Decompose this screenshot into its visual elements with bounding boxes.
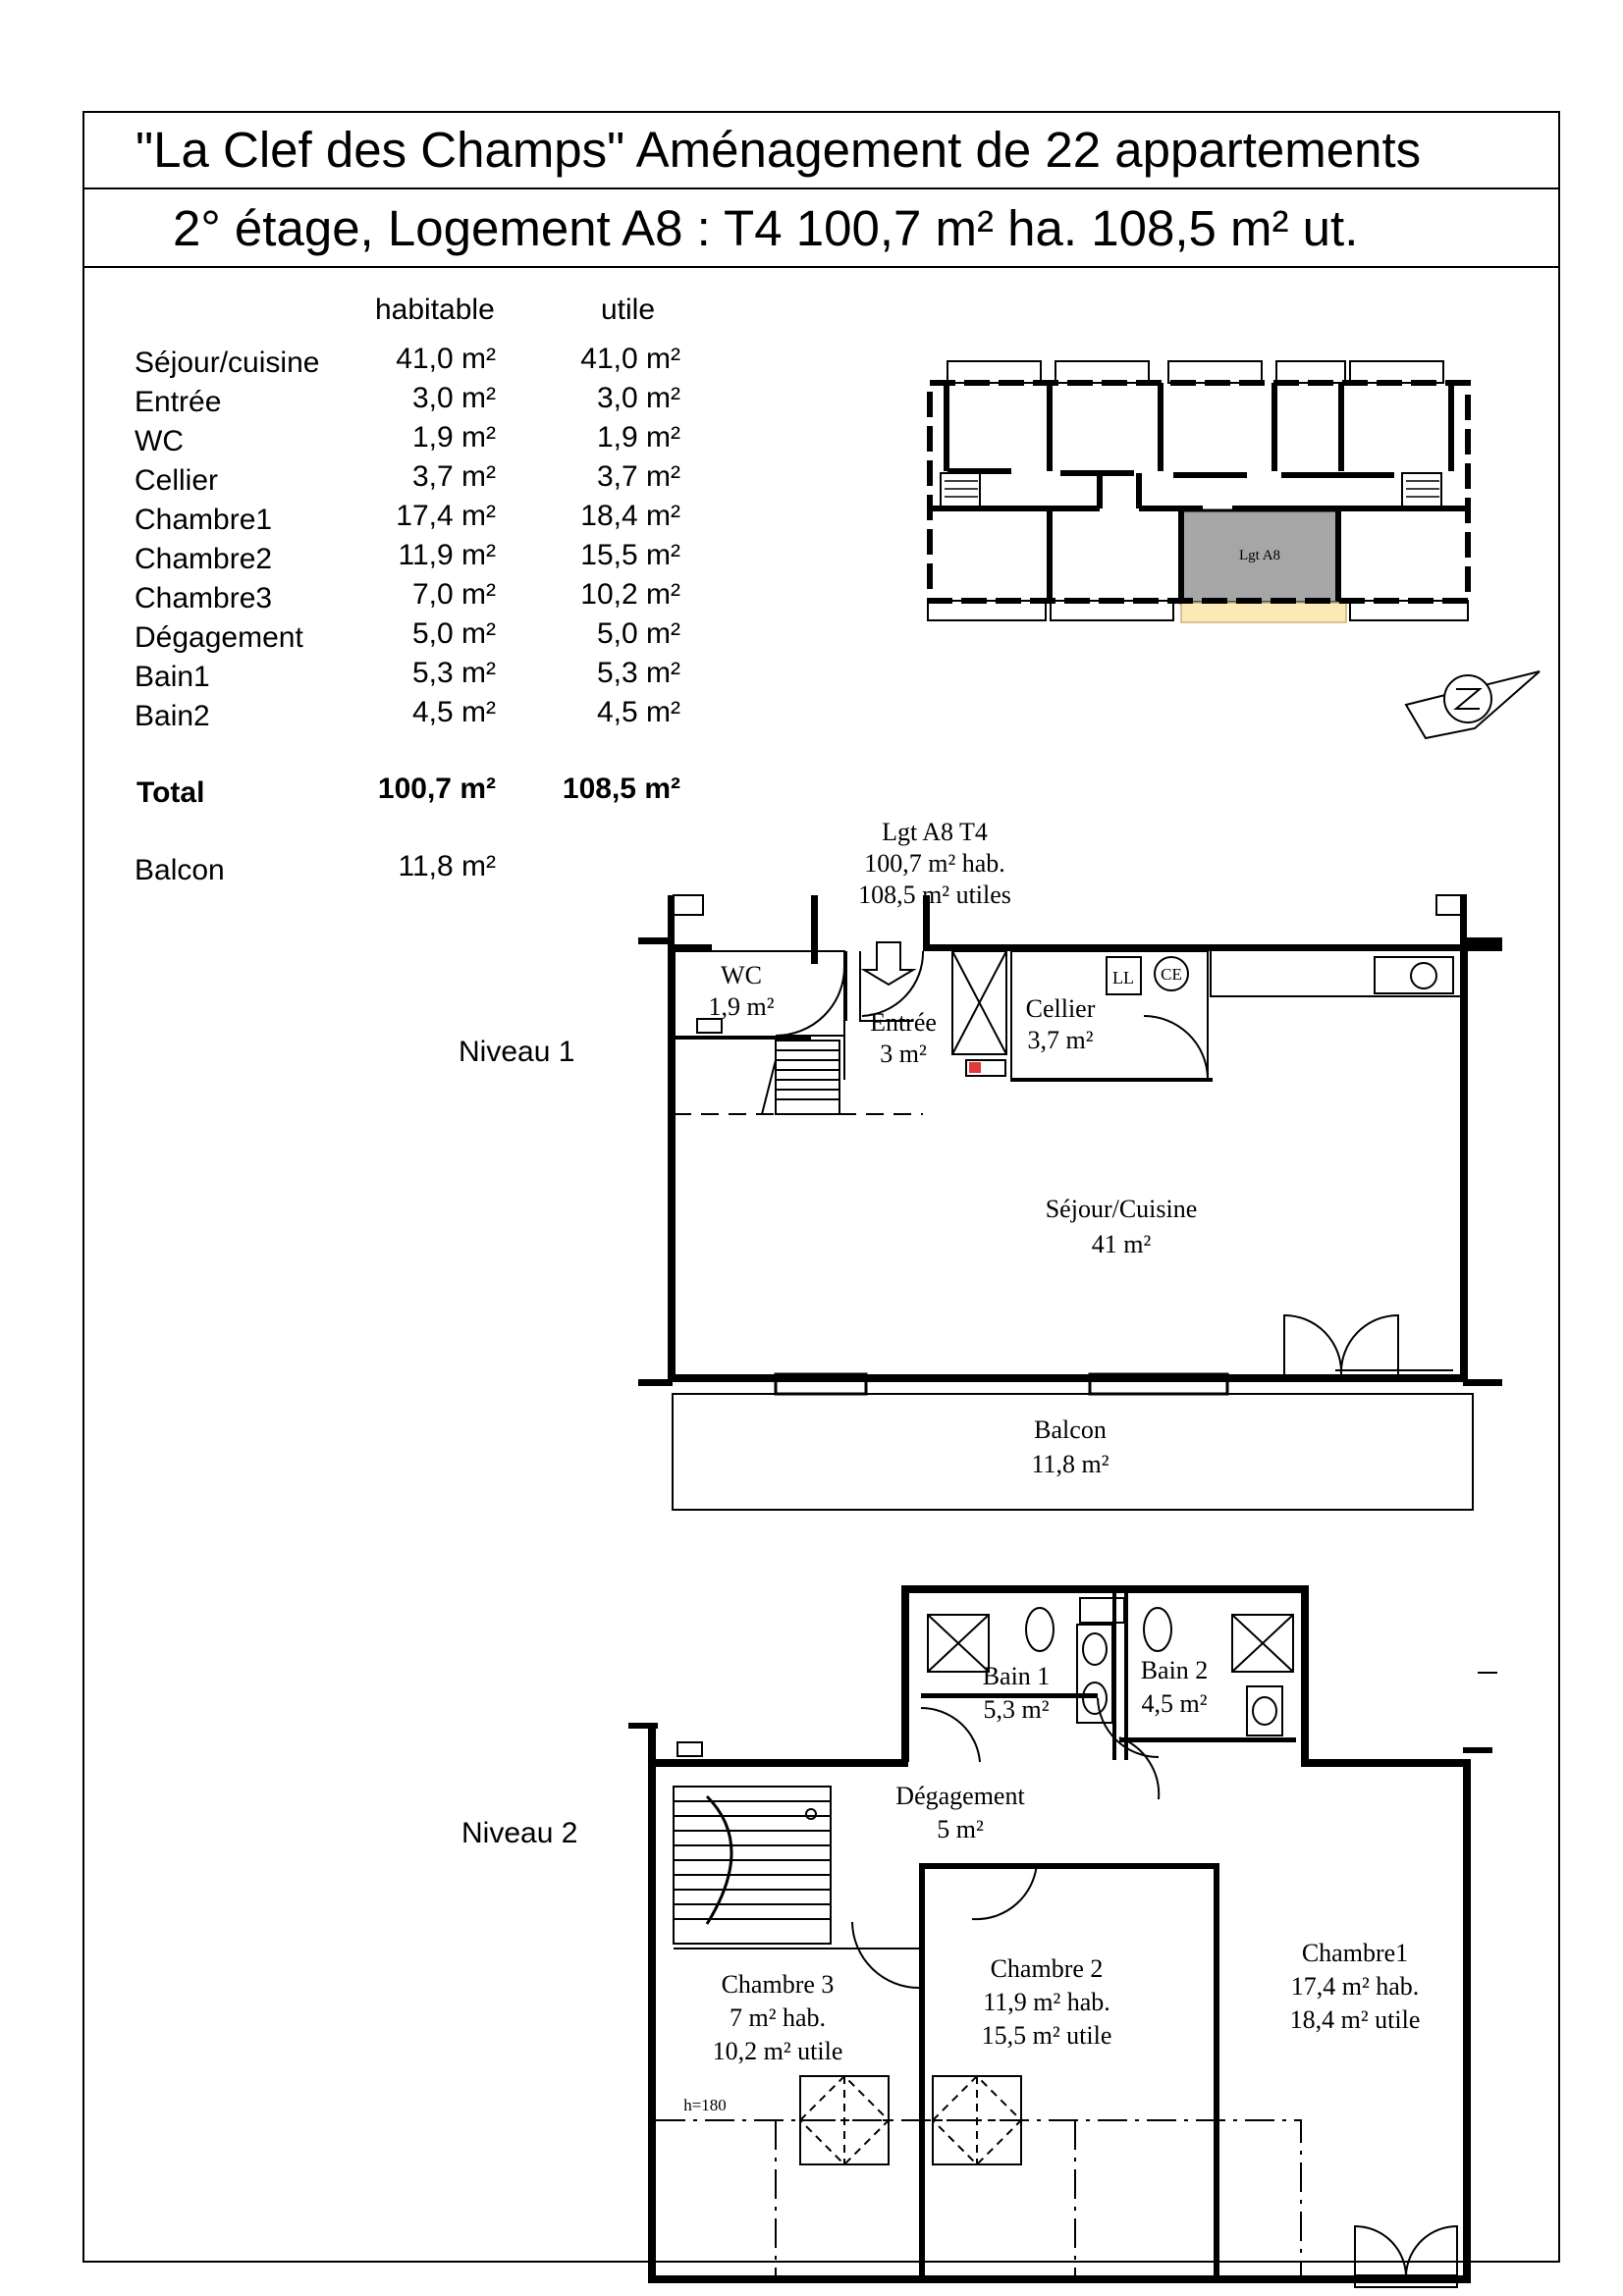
sejour-area: 41 m²: [1091, 1230, 1152, 1258]
entree-area: 3 m²: [880, 1040, 927, 1068]
row-name: Chambre1: [135, 504, 273, 536]
chambre3-utile: 10,2 m² utile: [712, 2037, 843, 2065]
height-note: h=180: [683, 2096, 727, 2114]
north-arrow-icon: [1406, 671, 1540, 738]
level1-label: Niveau 1: [459, 1036, 575, 1068]
row-habitable: 17,4 m²: [396, 500, 496, 532]
total-label: Total: [136, 776, 205, 809]
chambre2-name: Chambre 2: [990, 1954, 1104, 1983]
row-habitable: 11,9 m²: [398, 539, 496, 571]
row-name: Chambre2: [135, 543, 273, 575]
bain2-name: Bain 2: [1140, 1656, 1209, 1684]
row-habitable: 5,3 m²: [411, 657, 496, 689]
row-name: Entrée: [135, 386, 222, 418]
chambre1-name: Chambre1: [1301, 1939, 1409, 1967]
row-name: Séjour/cuisine: [135, 347, 320, 379]
ce-label: CE: [1161, 965, 1182, 984]
bain2-area: 4,5 m²: [1141, 1689, 1208, 1718]
row-habitable: 1,9 m²: [411, 421, 496, 454]
row-name: Cellier: [135, 464, 219, 497]
row-name: WC: [135, 425, 184, 457]
chambre3-hab: 7 m² hab.: [729, 2003, 827, 2032]
row-utile: 18,4 m²: [580, 500, 680, 532]
col-header-habitable: habitable: [375, 294, 495, 326]
row-habitable: 3,7 m²: [411, 460, 496, 493]
chambre2-hab: 11,9 m² hab.: [983, 1988, 1110, 2016]
level2-plan: [628, 1585, 1497, 2287]
row-utile: 1,9 m²: [596, 421, 680, 454]
unit-utile: 108,5 m² utiles: [858, 881, 1011, 909]
cellier-area: 3,7 m²: [1027, 1026, 1094, 1054]
chambre1-hab: 17,4 m² hab.: [1290, 1972, 1420, 2001]
total-utile: 108,5 m²: [562, 773, 680, 805]
row-utile: 10,2 m²: [580, 578, 680, 611]
row-utile: 5,0 m²: [596, 617, 680, 650]
row-habitable: 5,0 m²: [411, 617, 496, 650]
ll-label: LL: [1112, 968, 1134, 988]
page-title: "La Clef des Champs" Aménagement de 22 appartements: [135, 122, 1422, 178]
degagement-name: Dégagement: [895, 1782, 1025, 1810]
bain1-area: 5,3 m²: [983, 1695, 1050, 1724]
level2-label: Niveau 2: [461, 1817, 578, 1849]
row-habitable: 41,0 m²: [396, 343, 496, 375]
row-utile: 5,3 m²: [596, 657, 680, 689]
row-name: Bain2: [135, 700, 210, 732]
row-utile: 41,0 m²: [580, 343, 680, 375]
row-utile: 3,0 m²: [596, 382, 680, 414]
chambre2-utile: 15,5 m² utile: [981, 2021, 1112, 2050]
total-habitable: 100,7 m²: [377, 773, 496, 805]
cellier-name: Cellier: [1025, 994, 1096, 1023]
keyplan-balcony-a8: [1181, 603, 1346, 622]
balcon-label: Balcon: [135, 854, 225, 886]
row-habitable: 3,0 m²: [411, 382, 496, 414]
entree-name: Entrée: [870, 1008, 937, 1037]
wc-area: 1,9 m²: [708, 992, 775, 1021]
level1-plan: [638, 818, 1502, 1510]
sejour-name: Séjour/Cuisine: [1045, 1195, 1198, 1223]
key-plan: [928, 361, 1468, 622]
row-habitable: 4,5 m²: [411, 696, 496, 728]
row-utile: 15,5 m²: [580, 539, 680, 571]
row-utile: 4,5 m²: [596, 696, 680, 728]
row-utile: 3,7 m²: [596, 460, 680, 493]
unit-title: Lgt A8 T4: [882, 818, 988, 846]
row-name: Chambre3: [135, 582, 273, 614]
unit-hab: 100,7 m² hab.: [864, 849, 1005, 878]
row-name: Dégagement: [135, 621, 303, 654]
chambre1-utile: 18,4 m² utile: [1289, 2005, 1421, 2034]
page-subtitle: 2° étage, Logement A8 : T4 100,7 m² ha. 108,5 m² ut.: [173, 200, 1359, 256]
degagement-area: 5 m²: [937, 1815, 984, 1843]
row-habitable: 7,0 m²: [411, 578, 496, 611]
wc-name: WC: [721, 961, 762, 989]
balcon-name: Balcon: [1034, 1415, 1107, 1444]
balcon-habitable: 11,8 m²: [398, 850, 496, 882]
keyplan-unit-label: Lgt A8: [1238, 548, 1281, 563]
extinguisher-icon: [969, 1062, 981, 1073]
col-header-utile: utile: [601, 294, 656, 326]
balcon-area: 11,8 m²: [1031, 1450, 1109, 1478]
bain1-name: Bain 1: [982, 1662, 1051, 1690]
chambre3-name: Chambre 3: [721, 1970, 835, 1999]
row-name: Bain1: [135, 661, 210, 693]
